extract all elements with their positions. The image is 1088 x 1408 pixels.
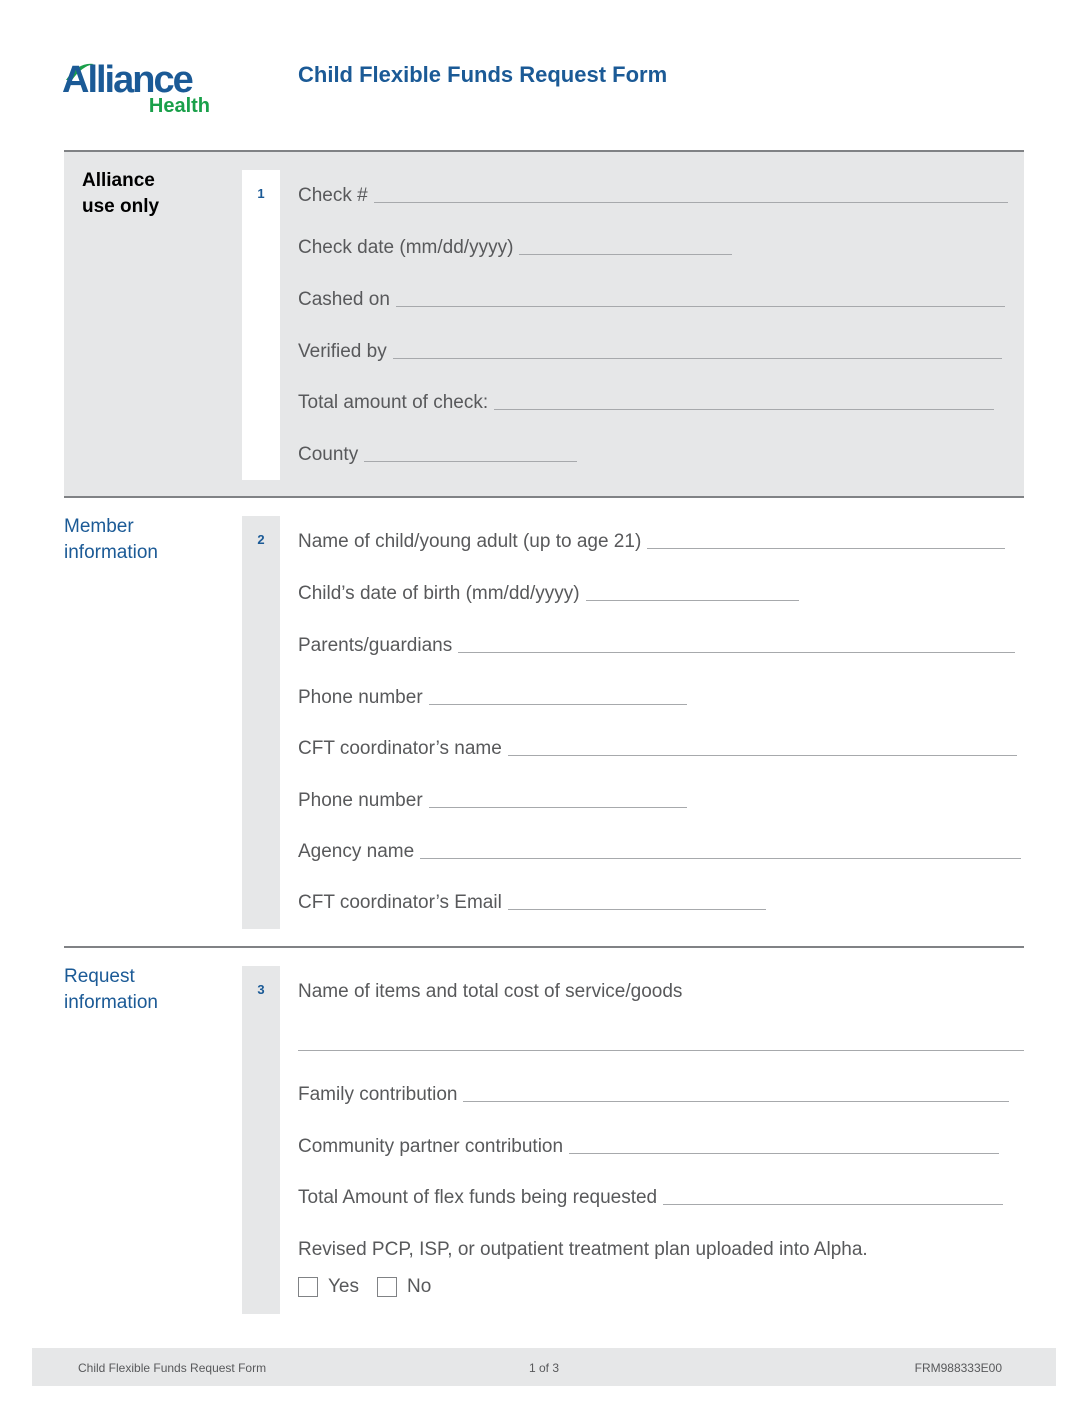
cft-coordinator-email-field[interactable]: CFT coordinator’s Email — [298, 891, 766, 915]
no-checkbox[interactable] — [377, 1277, 397, 1297]
coordinator-phone-number-field[interactable]: Phone number — [298, 789, 687, 813]
section-number: 3 — [257, 982, 265, 997]
no-label: No — [407, 1276, 432, 1297]
section-alliance-use-only — [64, 150, 1024, 498]
agency-name-field[interactable]: Agency name — [298, 840, 1021, 864]
phone-number-input-line[interactable] — [429, 704, 687, 705]
verified-by-field[interactable]: Verified by — [298, 340, 1002, 364]
coordinator-phone-input-line[interactable] — [429, 807, 687, 808]
section-number-bar — [242, 516, 280, 929]
section-number: 2 — [257, 532, 265, 547]
check-date-input-line[interactable] — [519, 254, 732, 255]
community-partner-contribution-field[interactable]: Community partner contribution — [298, 1135, 999, 1159]
child-dob-field[interactable]: Child’s date of birth (mm/dd/yyyy) — [298, 582, 799, 606]
section-label: Request information — [64, 966, 158, 1013]
logo-main-text: Alliance — [62, 59, 192, 101]
total-amount-of-check-field[interactable]: Total amount of check: — [298, 391, 994, 415]
section-number: 1 — [257, 186, 265, 201]
form-title: Child Flexible Funds Request Form — [298, 62, 668, 87]
child-dob-input-line[interactable] — [586, 600, 799, 601]
page-footer — [32, 1348, 1056, 1386]
section-label: Alliance use only — [82, 170, 160, 217]
section-number-bar — [242, 966, 280, 1314]
parents-guardians-input-line[interactable] — [458, 652, 1015, 653]
yes-checkbox[interactable] — [298, 1277, 318, 1297]
family-contribution-field[interactable]: Family contribution — [298, 1083, 1009, 1107]
footer-form-name: Child Flexible Funds Request Form — [78, 1361, 267, 1375]
section-request-information — [64, 948, 1024, 1328]
cft-coordinator-name-field[interactable]: CFT coordinator’s name — [298, 737, 1017, 761]
community-partner-input-line[interactable] — [569, 1153, 999, 1154]
section-member-information — [64, 498, 1024, 948]
cft-coordinator-name-input-line[interactable] — [508, 755, 1017, 756]
check-number-input-line[interactable] — [374, 202, 1008, 203]
check-number-field[interactable]: Check # — [298, 184, 1008, 208]
total-flex-funds-input-line[interactable] — [663, 1204, 1003, 1205]
items-and-cost-input-line[interactable] — [298, 1050, 1024, 1051]
yes-no-checkboxes — [298, 1276, 449, 1298]
check-date-field[interactable]: Check date (mm/dd/yyyy) — [298, 236, 732, 260]
family-contribution-input-line[interactable] — [463, 1101, 1009, 1102]
total-flex-funds-field[interactable]: Total Amount of flex funds being requested — [298, 1186, 1003, 1210]
footer-page-number: 1 of 3 — [529, 1361, 560, 1375]
logo-sub-text: Health — [148, 95, 210, 117]
section-label: Member information — [64, 516, 158, 563]
agency-name-input-line[interactable] — [420, 858, 1021, 859]
cashed-on-field[interactable]: Cashed on — [298, 288, 1005, 312]
county-input-line[interactable] — [364, 461, 577, 462]
child-name-input-line[interactable] — [647, 548, 1005, 549]
items-and-cost-field: Name of items and total cost of service/goods — [298, 981, 683, 1002]
phone-number-field[interactable]: Phone number — [298, 686, 687, 710]
section-number-bar — [242, 170, 280, 480]
cft-coordinator-email-input-line[interactable] — [508, 909, 766, 910]
verified-by-input-line[interactable] — [393, 358, 1002, 359]
parents-guardians-field[interactable]: Parents/guardians — [298, 634, 1015, 658]
yes-label: Yes — [328, 1276, 359, 1297]
total-amount-input-line[interactable] — [494, 409, 994, 410]
footer-form-code: FRM988333E00 — [914, 1361, 1002, 1375]
cashed-on-input-line[interactable] — [396, 306, 1005, 307]
child-name-field[interactable]: Name of child/young adult (up to age 21) — [298, 530, 1005, 554]
alliance-health-logo — [62, 60, 222, 120]
revised-plan-question: Revised PCP, ISP, or outpatient treatment plan uploaded into Alpha. — [298, 1239, 868, 1260]
county-field[interactable]: County — [298, 443, 577, 467]
